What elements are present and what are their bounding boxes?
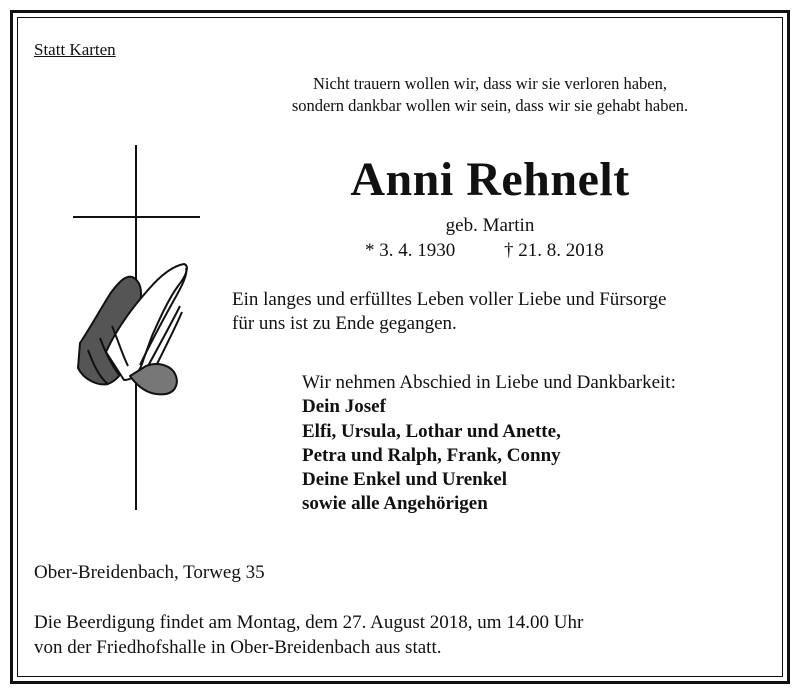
quote-line-1: Nicht trauern wollen wir, dass wir sie verloren haben, (313, 74, 667, 93)
mourner-line: Petra und Ralph, Frank, Conny (302, 445, 561, 466)
farewell-text: Wir nehmen Abschied in Liebe und Dankbarkeit: (302, 372, 676, 393)
funeral-line-2: von der Friedhofshalle in Ober-Breidenbach aus statt. (34, 637, 442, 658)
quote-line-2: sondern dankbar wollen wir sein, dass wir sie gehabt haben. (291, 96, 689, 115)
birth-name: geb. Martin (445, 215, 535, 236)
deceased-name: Anni Rehnelt (350, 153, 630, 206)
address: Ober-Breidenbach, Torweg 35 (34, 562, 265, 583)
praying-hands-icon (78, 264, 187, 394)
memorial-symbol (60, 140, 210, 515)
mourner-line: Elfi, Ursula, Lothar und Anette, (302, 421, 561, 442)
intro-line-1: Ein langes und erfülltes Leben voller Liebe und Fürsorge (232, 289, 667, 310)
mourner-line: Dein Josef (302, 396, 386, 417)
mourner-line: sowie alle Angehörigen (302, 493, 488, 514)
funeral-line-1: Die Beerdigung findet am Montag, dem 27. August 2018, um 14.00 Uhr (34, 612, 584, 633)
intro-line-2: für uns ist zu Ende gegangen. (232, 313, 457, 334)
mourner-line: Deine Enkel und Urenkel (302, 469, 507, 490)
header-label: Statt Karten (34, 40, 116, 59)
death-date: † 21. 8. 2018 (504, 240, 604, 261)
birth-date: * 3. 4. 1930 (365, 240, 456, 261)
